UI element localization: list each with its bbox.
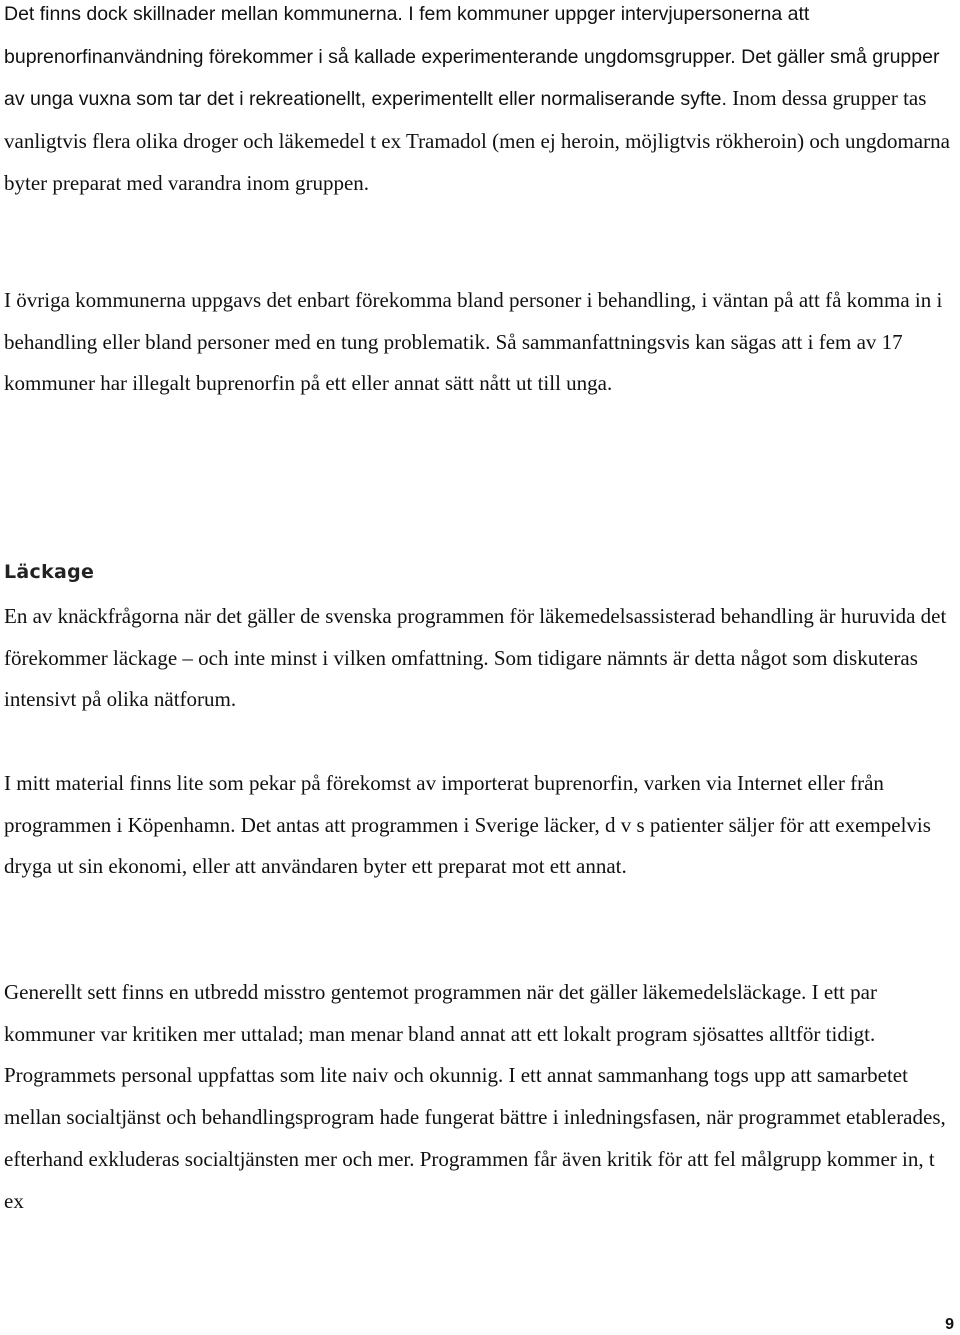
page-number: 9 xyxy=(945,1316,954,1333)
paragraph-2: I övriga kommunerna uppgavs det enbart förekomma bland personer i behandling, i väntan på att få komma in i behandling eller bland personer med en tung problematik. Så sammanfattningsvis kan sägas att i fem av 17 kommuner har illegalt buprenorfin på ett eller annat sätt nått ut till unga. xyxy=(4,288,943,396)
section-heading: Läckage xyxy=(4,561,95,583)
paragraph-4: I mitt material finns lite som pekar på förekomst av importerat buprenorfin, varken via Internet eller från programmen i Köpenhamn. Det antas att programmen i Sverige läcker, d v s patienter säljer för att exempelvis dryga ut sin ekonomi, eller att användaren byter ett preparat mot ett annat. xyxy=(4,771,931,879)
paragraph-1-serif-text: Inom dessa grupper tas vanligtvis flera olika droger och läkemedel t ex Tramadol (men ej heroin, möjligtvis rökheroin) och ungdomarna byter preparat med varandra inom gruppen. xyxy=(4,86,950,195)
paragraph-1-sans-text: Det finns dock skillnader mellan kommunerna. I fem kommuner uppger intervjupersonerna att buprenorfinanvändning förekommer i så kallade experimenterande ungdomsgrupper. Det gäller små grupper av unga vuxna som tar det i rekreationellt, experimentellt eller normaliserande syfte. xyxy=(4,3,940,111)
paragraph-3: En av knäckfrågorna när det gäller de svenska programmen för läkemedelsassisterad behandling är huruvida det förekommer läckage – och inte minst i vilken omfattning. Som tidigare nämnts är detta något som diskuteras intensivt på olika nätforum. xyxy=(4,604,947,712)
paragraph-1 xyxy=(4,0,956,205)
paragraph-5: Generellt sett finns en utbredd misstro gentemot programmen när det gäller läkemedelsläckage. I ett par kommuner var kritiken mer uttalad; man menar bland annat att ett lokalt program sjösattes alltför tidigt. Programmets personal uppfattas som lite naiv och okunnig. I ett annat sammanhang togs upp att samarbetet mellan socialtjänst och behandlingsprogram hade fungerat bättre i inledningsfasen, när programmet etablerades, efterhand exkluderas socialtjänsten mer och mer. Programmen får även kritik för att fel målgrupp kommer in, t ex xyxy=(4,980,946,1213)
